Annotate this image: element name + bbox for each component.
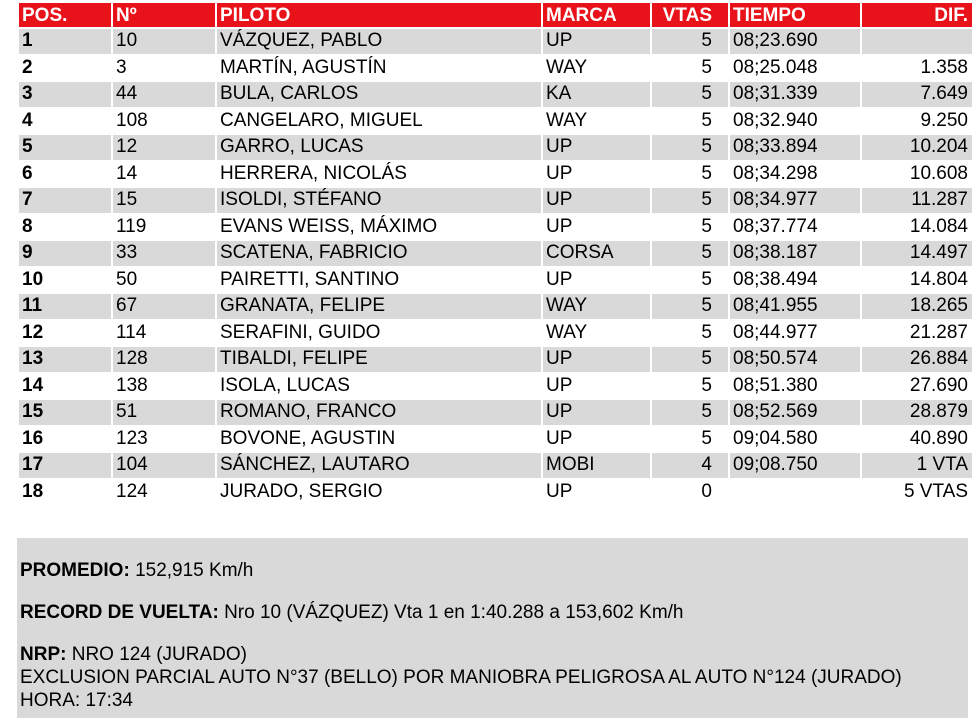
pilot-cell: BULA, CARLOS	[217, 82, 541, 109]
number-cell: 124	[113, 480, 215, 507]
number-cell: 128	[113, 347, 215, 374]
table-row	[19, 29, 972, 56]
number-cell: 3	[113, 56, 215, 83]
number-cell: 138	[113, 374, 215, 401]
time-cell: 08;34.977	[730, 188, 860, 215]
pilot-cell: EVANS WEISS, MÁXIMO	[217, 215, 541, 242]
gap-cell	[862, 29, 972, 56]
time-cell: 08;44.977	[730, 321, 860, 348]
number-cell: 108	[113, 109, 215, 136]
brand-cell: MOBI	[543, 453, 650, 480]
time-cell: 08;33.894	[730, 135, 860, 162]
pos-cell: 15	[19, 400, 111, 427]
gap-cell: 14.497	[862, 241, 972, 268]
pos-cell: 6	[19, 162, 111, 189]
number-cell: 67	[113, 294, 215, 321]
brand-cell: UP	[543, 480, 650, 507]
pilot-cell: GARRO, LUCAS	[217, 135, 541, 162]
number-cell: 33	[113, 241, 215, 268]
number-cell: 51	[113, 400, 215, 427]
time-cell: 08;52.569	[730, 400, 860, 427]
header-dif: DIF.	[862, 3, 972, 29]
pos-cell: 13	[19, 347, 111, 374]
laps-cell: 5	[652, 188, 728, 215]
header-pos: POS.	[19, 3, 111, 29]
pilot-cell: PAIRETTI, SANTINO	[217, 268, 541, 295]
nrp-line	[20, 643, 965, 666]
laps-cell: 5	[652, 82, 728, 109]
laps-cell: 5	[652, 268, 728, 295]
nrp-label: NRP:	[20, 644, 67, 665]
time-cell: 08;41.955	[730, 294, 860, 321]
header-vtas: VTAS	[652, 3, 728, 29]
table-row	[19, 347, 972, 374]
gap-cell: 10.204	[862, 135, 972, 162]
laps-cell: 4	[652, 453, 728, 480]
time-cell: 08;38.187	[730, 241, 860, 268]
pilot-cell: BOVONE, AGUSTIN	[217, 427, 541, 454]
pos-cell: 17	[19, 453, 111, 480]
time-cell: 08;23.690	[730, 29, 860, 56]
laps-cell: 5	[652, 321, 728, 348]
pos-cell: 5	[19, 135, 111, 162]
gap-cell: 14.804	[862, 268, 972, 295]
time-cell: 08;25.048	[730, 56, 860, 83]
pilot-cell: ISOLA, LUCAS	[217, 374, 541, 401]
promedio-label: PROMEDIO:	[20, 560, 130, 581]
time-cell: 08;34.298	[730, 162, 860, 189]
pilot-cell: HERRERA, NICOLÁS	[217, 162, 541, 189]
table-row	[19, 400, 972, 427]
table-row	[19, 480, 972, 507]
results-table	[17, 3, 974, 506]
table-row	[19, 374, 972, 401]
time-cell: 08;38.494	[730, 268, 860, 295]
brand-cell: WAY	[543, 56, 650, 83]
promedio-value: 152,915 Km/h	[135, 560, 254, 581]
laps-cell: 0	[652, 480, 728, 507]
brand-cell: UP	[543, 427, 650, 454]
table-row	[19, 453, 972, 480]
pilot-cell: MARTÍN, AGUSTÍN	[217, 56, 541, 83]
pilot-cell: ROMANO, FRANCO	[217, 400, 541, 427]
time-cell	[730, 480, 860, 507]
brand-cell: UP	[543, 188, 650, 215]
gap-cell: 7.649	[862, 82, 972, 109]
time-cell: 08;31.339	[730, 82, 860, 109]
exclusion-note: EXCLUSION PARCIAL AUTO N°37 (BELLO) POR MANIOBRA PELIGROSA AL AUTO N°124 (JURADO)	[20, 667, 902, 688]
table-row	[19, 56, 972, 83]
header-piloto: PILOTO	[217, 3, 541, 29]
pos-cell: 8	[19, 215, 111, 242]
laps-cell: 5	[652, 241, 728, 268]
hora-line: HORA: 17:34	[20, 690, 133, 711]
brand-cell: WAY	[543, 321, 650, 348]
table-row	[19, 321, 972, 348]
table-row	[19, 109, 972, 136]
pilot-cell: SCATENA, FABRICIO	[217, 241, 541, 268]
nrp-value: NRO 124 (JURADO)	[71, 644, 247, 665]
number-cell: 50	[113, 268, 215, 295]
gap-cell: 21.287	[862, 321, 972, 348]
number-cell: 10	[113, 29, 215, 56]
gap-cell: 40.890	[862, 427, 972, 454]
laps-cell: 5	[652, 56, 728, 83]
laps-cell: 5	[652, 162, 728, 189]
brand-cell: UP	[543, 374, 650, 401]
pos-cell: 12	[19, 321, 111, 348]
time-cell: 08;37.774	[730, 215, 860, 242]
race-summary	[17, 538, 968, 718]
brand-cell: UP	[543, 347, 650, 374]
number-cell: 12	[113, 135, 215, 162]
pos-cell: 16	[19, 427, 111, 454]
record-label: RECORD DE VUELTA:	[20, 602, 219, 623]
pos-cell: 18	[19, 480, 111, 507]
brand-cell: UP	[543, 162, 650, 189]
gap-cell: 26.884	[862, 347, 972, 374]
header-row	[19, 3, 972, 29]
number-cell: 114	[113, 321, 215, 348]
gap-cell: 27.690	[862, 374, 972, 401]
laps-cell: 5	[652, 347, 728, 374]
table-row	[19, 188, 972, 215]
pos-cell: 1	[19, 29, 111, 56]
brand-cell: UP	[543, 215, 650, 242]
number-cell: 123	[113, 427, 215, 454]
gap-cell: 9.250	[862, 109, 972, 136]
time-cell: 09;04.580	[730, 427, 860, 454]
pilot-cell: TIBALDI, FELIPE	[217, 347, 541, 374]
laps-cell: 5	[652, 400, 728, 427]
number-cell: 14	[113, 162, 215, 189]
brand-cell: UP	[543, 135, 650, 162]
laps-cell: 5	[652, 29, 728, 56]
header-num: Nº	[113, 3, 215, 29]
table-row	[19, 427, 972, 454]
pilot-cell: CANGELARO, MIGUEL	[217, 109, 541, 136]
pilot-cell: VÁZQUEZ, PABLO	[217, 29, 541, 56]
number-cell: 15	[113, 188, 215, 215]
brand-cell: UP	[543, 400, 650, 427]
record-line	[20, 601, 965, 624]
brand-cell: UP	[543, 29, 650, 56]
pilot-cell: ISOLDI, STÉFANO	[217, 188, 541, 215]
number-cell: 119	[113, 215, 215, 242]
table-row	[19, 294, 972, 321]
laps-cell: 5	[652, 427, 728, 454]
laps-cell: 5	[652, 215, 728, 242]
time-cell: 09;08.750	[730, 453, 860, 480]
brand-cell: WAY	[543, 294, 650, 321]
brand-cell: KA	[543, 82, 650, 109]
pilot-cell: GRANATA, FELIPE	[217, 294, 541, 321]
table-row	[19, 135, 972, 162]
gap-cell: 1 VTA	[862, 453, 972, 480]
pos-cell: 9	[19, 241, 111, 268]
gap-cell: 18.265	[862, 294, 972, 321]
brand-cell: UP	[543, 268, 650, 295]
laps-cell: 5	[652, 374, 728, 401]
gap-cell: 28.879	[862, 400, 972, 427]
pos-cell: 7	[19, 188, 111, 215]
pos-cell: 4	[19, 109, 111, 136]
number-cell: 104	[113, 453, 215, 480]
record-value: Nro 10 (VÁZQUEZ) Vta 1 en 1:40.288 a 153,602 Km/h	[224, 602, 684, 623]
gap-cell: 1.358	[862, 56, 972, 83]
table-row	[19, 268, 972, 295]
table-row	[19, 215, 972, 242]
brand-cell: CORSA	[543, 241, 650, 268]
time-cell: 08;32.940	[730, 109, 860, 136]
header-marca: MARCA	[543, 3, 650, 29]
brand-cell: WAY	[543, 109, 650, 136]
laps-cell: 5	[652, 135, 728, 162]
laps-cell: 5	[652, 294, 728, 321]
table-row	[19, 82, 972, 109]
pos-cell: 11	[19, 294, 111, 321]
pilot-cell: SÁNCHEZ, LAUTARO	[217, 453, 541, 480]
gap-cell: 10.608	[862, 162, 972, 189]
time-cell: 08;51.380	[730, 374, 860, 401]
gap-cell: 14.084	[862, 215, 972, 242]
table-row	[19, 162, 972, 189]
pos-cell: 3	[19, 82, 111, 109]
promedio-line	[20, 559, 965, 582]
laps-cell: 5	[652, 109, 728, 136]
pos-cell: 14	[19, 374, 111, 401]
header-tiempo: TIEMPO	[730, 3, 860, 29]
pos-cell: 2	[19, 56, 111, 83]
gap-cell: 5 VTAS	[862, 480, 972, 507]
pilot-cell: JURADO, SERGIO	[217, 480, 541, 507]
pos-cell: 10	[19, 268, 111, 295]
pilot-cell: SERAFINI, GUIDO	[217, 321, 541, 348]
gap-cell: 11.287	[862, 188, 972, 215]
table-row	[19, 241, 972, 268]
number-cell: 44	[113, 82, 215, 109]
time-cell: 08;50.574	[730, 347, 860, 374]
